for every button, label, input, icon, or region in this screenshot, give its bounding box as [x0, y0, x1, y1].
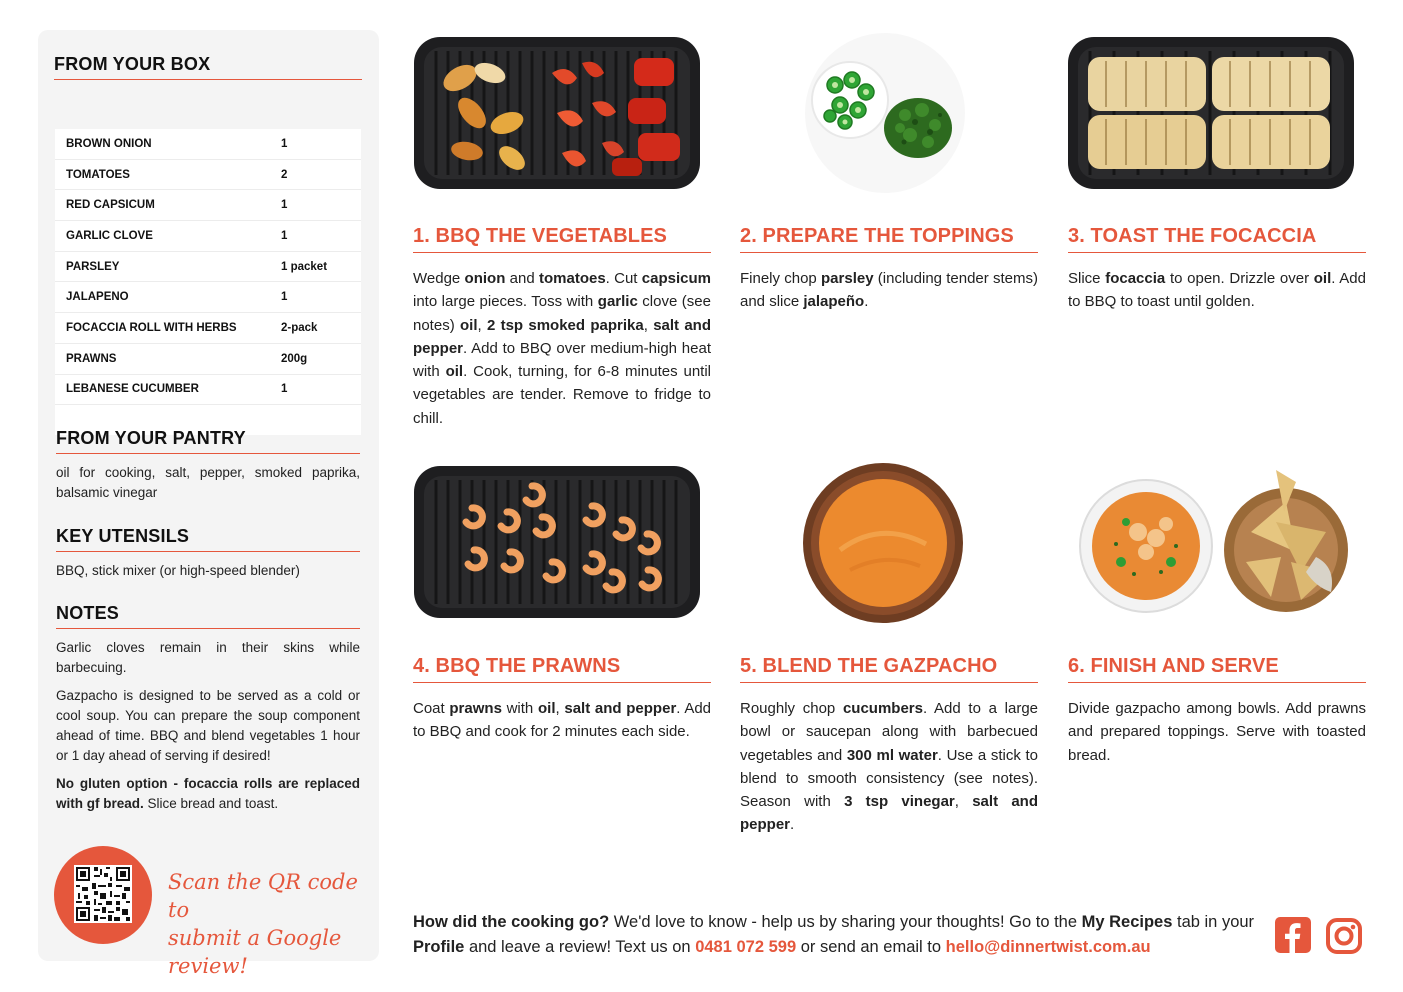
note-3-bold: No gluten option - focaccia rolls are replaced with gf bread.	[56, 776, 360, 811]
ingredient-row	[55, 282, 361, 313]
qr-badge[interactable]	[54, 846, 152, 944]
ingredient-name: PARSLEY	[66, 260, 120, 273]
ingredient-qty: 1 packet	[281, 260, 328, 273]
step-6-title: 6. FINISH AND SERVE	[1068, 655, 1366, 683]
ingredient-row	[55, 190, 361, 221]
email-link[interactable]: hello@dinnertwist.com.au	[945, 938, 1151, 956]
notes-heading: NOTES	[56, 603, 360, 629]
note-2: Gazpacho is designed to be served as a cold or cool soup. You can prepare the soup component ahead of time. BBQ and blend vegetables 1 hour or 1 day ahead of serving if desired!	[56, 688, 360, 763]
step-6-image	[1076, 462, 1356, 627]
ingredient-row	[55, 221, 361, 252]
review-footer: How did the cooking go? We'd love to know - help us by sharing your thoughts! Go to the My Recipes tab in your Profile and leave a review! Text us on 0481 072 599 or send an email to hello@dinnertwist.com.au	[413, 913, 1255, 956]
ingredient-name: GARLIC CLOVE	[66, 229, 153, 242]
footer-question: How did the cooking go?	[413, 913, 610, 931]
step-3-text: Slice focaccia to open. Drizzle over oil. Add to BBQ to toast until golden.	[1068, 270, 1366, 311]
ingredient-table	[55, 129, 361, 435]
phone-link[interactable]: 0481 072 599	[695, 938, 797, 956]
step-3-image	[1066, 33, 1356, 198]
step-2-image	[800, 30, 970, 201]
step-1-text: Wedge onion and tomatoes. Cut capsicum into large pieces. Toss with garlic clove (see notes) oil, 2 tsp smoked paprika, salt and pepper. Add to BBQ over medium-high heat with oil. Cook, turning, for 6-8 minutes until vegetables are tender. Remove to fridge to chill.	[413, 270, 711, 427]
ingredient-row	[55, 375, 361, 406]
step-3-title: 3. TOAST THE FOCACCIA	[1068, 225, 1366, 253]
ingredient-name: JALAPENO	[66, 291, 129, 304]
utensils-heading: KEY UTENSILS	[56, 526, 360, 552]
qr-caption-line-1: Scan the QR code to	[168, 870, 358, 922]
ingredient-row	[55, 160, 361, 191]
pantry-text: oil for cooking, salt, pepper, smoked paprika, balsamic vinegar	[56, 465, 360, 500]
ingredient-row	[55, 344, 361, 375]
step-2-title: 2. PREPARE THE TOPPINGS	[740, 225, 1038, 253]
step-4-text: Coat prawns with oil, salt and pepper. Add to BBQ and cook for 2 minutes each side.	[413, 700, 712, 741]
ingredient-qty: 1	[281, 383, 288, 396]
ingredient-name: LEBANESE CUCUMBER	[66, 383, 199, 396]
from-box-heading: FROM YOUR BOX	[54, 54, 362, 80]
ingredient-name: TOMATOES	[66, 168, 130, 181]
ingredient-qty: 1	[281, 229, 288, 242]
qr-caption	[168, 868, 368, 980]
ingredient-qty: 2	[281, 168, 288, 181]
ingredients-sidebar	[38, 30, 379, 978]
step-4-image	[412, 462, 702, 627]
profile-link[interactable]: Profile	[413, 938, 465, 956]
step-5-image	[800, 460, 966, 631]
step-5-title: 5. BLEND THE GAZPACHO	[740, 655, 1038, 683]
step-1-image	[412, 33, 702, 198]
qr-code-icon	[74, 865, 132, 923]
instagram-icon[interactable]	[1325, 917, 1363, 960]
qr-code[interactable]	[74, 865, 132, 923]
note-3-rest: Slice bread and toast.	[143, 796, 279, 811]
ingredient-name: PRAWNS	[66, 352, 117, 365]
ingredient-qty: 2-pack	[281, 321, 318, 334]
ingredient-row	[55, 252, 361, 283]
note-3	[56, 774, 360, 814]
note-1: Garlic cloves remain in their skins while barbecuing.	[56, 640, 360, 675]
ingredient-name: RED CAPSICUM	[66, 199, 155, 212]
facebook-icon[interactable]	[1275, 917, 1311, 958]
pantry-heading: FROM YOUR PANTRY	[56, 428, 360, 454]
step-1-title: 1. BBQ THE VEGETABLES	[413, 225, 711, 253]
ingredient-name: FOCACCIA ROLL WITH HERBS	[66, 321, 237, 334]
ingredient-qty: 1	[281, 199, 288, 212]
ingredient-qty: 1	[281, 137, 288, 150]
utensils-text: BBQ, stick mixer (or high-speed blender)	[56, 563, 300, 578]
step-2-text: Finely chop parsley (including tender stems) and slice jalapeño.	[740, 270, 1038, 311]
step-5-text: Roughly chop cucumbers. Add to a large bowl or saucepan along with barbecued vegetables and 300 ml water. Use a stick to blend to smooth consistency (see notes). Season with 3 tsp vinegar, salt and pepper.	[740, 700, 1038, 834]
ingredient-qty: 200g	[281, 352, 308, 365]
qr-caption-line-2: submit a Google review!	[168, 926, 342, 978]
ingredient-qty: 1	[281, 291, 288, 304]
ingredient-row	[55, 313, 361, 344]
ingredient-row	[55, 129, 361, 160]
step-6-text: Divide gazpacho among bowls. Add prawns and prepared toppings. Serve with toasted bread.	[1068, 700, 1366, 764]
ingredient-name: BROWN ONION	[66, 137, 152, 150]
step-4-title: 4. BBQ THE PRAWNS	[413, 655, 711, 683]
notes-text	[56, 638, 360, 822]
my-recipes-link[interactable]: My Recipes	[1081, 913, 1173, 931]
